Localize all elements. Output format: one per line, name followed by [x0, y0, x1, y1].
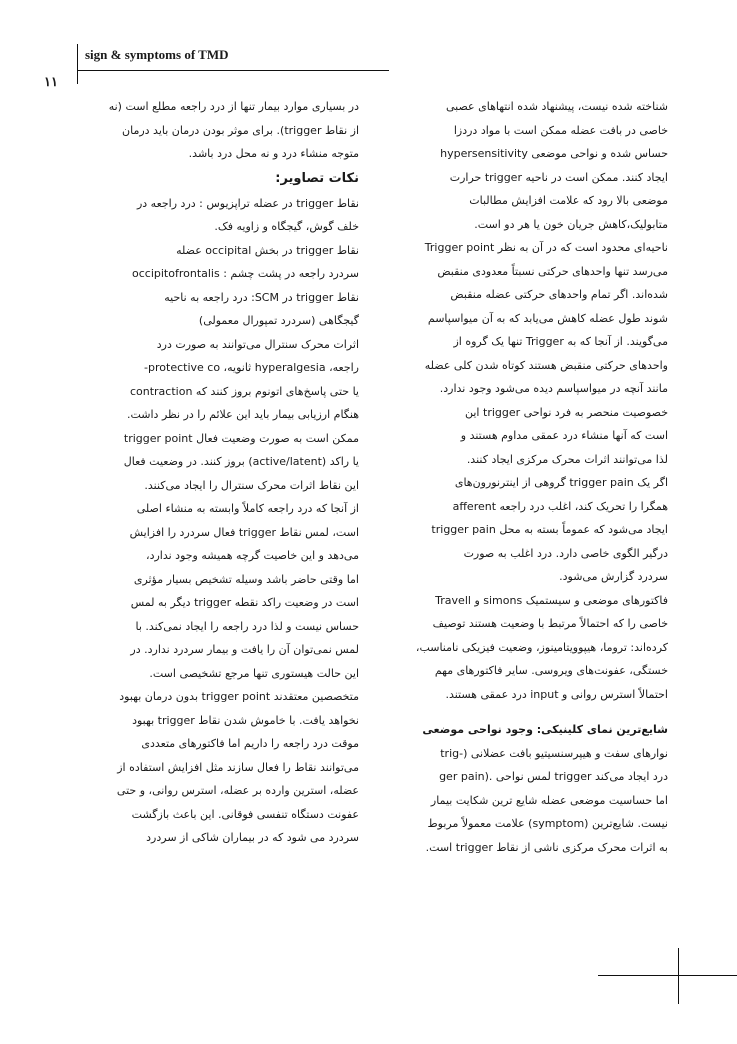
- text-line: درگیر الگوی خاصی دارد. درد اغلب به صورت: [463, 546, 668, 560]
- text-line: سردرد می شود که در بیماران شاکی از سردرد: [146, 831, 359, 844]
- text-line: است در وضعیت راکد نقطه trigger دیگر به لمس: [130, 596, 359, 609]
- paragraph-trigger-point-definition: [383, 236, 668, 401]
- paragraph-central-effects: [79, 333, 359, 850]
- text-line: به اثرات محرک مرکزی ناشی از نقاط trigger است.: [425, 840, 668, 854]
- text-line: گیجگاهی (سردرد تمپورال معمولی): [198, 314, 359, 327]
- text-line: occipitofrontalis : سردرد راجعه در پشت چشم: [132, 267, 359, 280]
- left-column: [79, 95, 359, 850]
- text-line: از نقاط trigger). برای موثر بودن درمان باید درمان: [122, 123, 359, 137]
- text-line: هنگام ارزیابی بیمار باید این علائم را در نظر داشت.: [126, 408, 359, 421]
- text-line: احتمالاً استرس روانی و input درد عمقی هستند.: [445, 687, 668, 701]
- text-line: contraction یا حتی پاسخ‌های اتونوم بروز کنند که: [129, 384, 359, 398]
- text-line: نیست. شایع‌ترین (symptom) علامت معمولاً مربوط: [427, 817, 668, 830]
- text-line: ایجاد می‌شود که عموماً بسته به محل trigger pain: [431, 523, 668, 536]
- text-line: است، لمس نقاط trigger فعال سردرد را افزایش: [129, 525, 359, 539]
- text-line: می‌توانند نقاط را فعال سازند مثل افزایش استفاده از: [117, 760, 359, 774]
- text-line: کرده‌اند: تروما، هیپوویتامینوز، وضعیت فیزیکی نامناسب،: [415, 640, 668, 654]
- paragraph-spacer: [383, 706, 668, 718]
- running-header-title: sign & symptoms of TMD: [85, 47, 229, 62]
- text-line: اما وقتی حاضر باشد وسیله تشخیص بسیار مؤثری: [133, 572, 359, 586]
- text-line: Trigger point ناحیه‌ای محدود است که در آن به نظر: [424, 241, 668, 254]
- text-line: عضله، استرین وارده بر عضله، استرس روانی، و حتی: [116, 784, 359, 797]
- text-line: از آنجا که درد راجعه کاملاً وابسته به منشاء اصلی: [136, 502, 359, 515]
- text-line: trigger point ممکن است به صورت وضعیت فعال: [123, 431, 359, 445]
- text-line: است که آنها منشاء درد عمقی مداوم هستند و: [460, 429, 668, 442]
- text-line: این نقاط اثرات محرک سنترال را ایجاد می‌کنند.: [144, 478, 359, 492]
- text-line: ایجاد کنند. ممکن است در ناحیه trigger حرارت: [449, 170, 668, 184]
- text-line: Travell و simons فاکتورهای موضعی و سیستمیک: [435, 593, 668, 607]
- text-line: موضعی بالا رود که علامت افزایش مطالبات: [469, 194, 668, 207]
- header-vertical-rule: [77, 44, 78, 84]
- text-line: خلف گوش، گیجگاه و زاویه فک.: [214, 220, 359, 233]
- text-line: می‌گویند. از آنجا که به Trigger تنها یک گروه از: [453, 335, 668, 348]
- text-line: afferent همگرا را تحریک کند، اغلب درد راجعه: [452, 499, 668, 513]
- text-line: مانند آنچه در میواسپاسم دیده می‌شود وجود ندارد.: [439, 382, 668, 395]
- paragraph-figure-notes: [79, 192, 359, 333]
- text-line: خصوصیت منحصر به فرد نواحی trigger این: [465, 405, 668, 419]
- text-line: خستگی، عفونت‌های ویروسی. سایر فاکتورهای مهم: [434, 664, 668, 677]
- text-line: اثرات محرک سنترال می‌توانند به صورت درد: [156, 337, 359, 351]
- page-number: ۱۱: [44, 74, 58, 89]
- text-line: شده‌اند. اگر تمام واحدهای حرکتی عضله منقبض: [450, 288, 668, 301]
- text-line: موقت درد راجعه را داریم اما فاکتورهای متعددی: [141, 737, 359, 750]
- text-line: نقاط trigger در عضله تراپزیوس : درد راجعه در: [136, 196, 359, 210]
- text-line: شناخته شده نیست، پیشنهاد شده انتهاهای عصبی: [446, 100, 668, 113]
- text-line: متابولیک،کاهش جریان خون یا هر دو است.: [474, 217, 668, 231]
- text-line: متوجه منشاء درد و نه محل درد باشد.: [188, 147, 359, 160]
- paragraph-clinical-presentation: [383, 718, 668, 859]
- right-column: [383, 95, 668, 859]
- text-line: می‌دهد و این خاصیت گرچه همیشه وجود ندارد،: [146, 549, 359, 562]
- text-line: ger pain). لمس نواحی trigger درد ایجاد می‌کند: [439, 770, 668, 783]
- paragraph-travell-simons: [383, 589, 668, 707]
- paragraph-referred-pain: [79, 95, 359, 166]
- text-line: خاصی در بافت عضله ممکن است با مواد دردزا: [453, 123, 668, 137]
- text-line: نوارهای سفت و هیپرسنسیتیو بافت عضلانی (-trig: [440, 746, 668, 760]
- text-line-with-lead: شایع‌ترین نمای کلینیکی: وجود نواحی موضعی: [422, 723, 668, 736]
- footer-horizontal-rule: [598, 975, 737, 976]
- text-line: نقاط trigger در SCM: درد راجعه به ناحیه: [164, 290, 359, 304]
- text-line: واحدهای حرکتی منقبض هستند کوتاه شدن کلی عضله: [424, 358, 668, 372]
- text-line: لذا می‌توانند اثرات محرک مرکزی ایجاد کنند.: [466, 452, 668, 466]
- text-line: یا راکد (active/latent) بروز کنند. در وضعیت فعال: [123, 455, 359, 468]
- text-line: شوند طول عضله کاهش می‌یابد که به آن میواسپاسم: [427, 311, 668, 325]
- text-line: اگر یک trigger pain گروهی از اینترنورون‌های: [454, 476, 668, 489]
- text-line: عفونت دستگاه تنفسی فوقانی. این باعث بازگشت: [131, 807, 359, 821]
- text-line: این حالت هیستوری تنها مرجع تشخیصی است.: [149, 666, 359, 680]
- footer-vertical-rule: [678, 948, 679, 1004]
- text-line: لمس نمی‌توان آن را یافت و بیمار سردرد ندارد. در: [130, 643, 359, 656]
- text-line: راجعه، hyperalgesia ثانویه، protective co-: [144, 361, 359, 374]
- text-line: می‌رسد تنها واحدهای حرکتی نسبتاً معدودی منقبض: [437, 264, 668, 278]
- text-line: حساس نیست و لذا درد راجعه را ایجاد نمی‌کند. با: [135, 619, 359, 633]
- text-line: در بسیاری موارد بیمار تنها از درد راجعه مطلع است (نه: [108, 100, 359, 113]
- paragraph-unique-property: [383, 401, 668, 589]
- text-line: نقاط trigger در بخش occipital عضله: [176, 243, 359, 257]
- text-line: سردرد گزارش می‌شود.: [559, 570, 668, 583]
- section-heading-figure-notes: نکات تصاویر:: [275, 170, 359, 186]
- text-line: حساس شده و نواحی موضعی hypersensitivity: [440, 147, 668, 160]
- text-line: نخواهد یافت. با خاموش شدن نقاط trigger بهبود: [132, 713, 359, 727]
- text-line: اما حساسیت موضعی عضله شایع ترین شکایت بیمار: [430, 793, 668, 807]
- header-horizontal-rule: [78, 70, 389, 71]
- text-line: متخصصین معتقدند trigger point بدون درمان بهبود: [119, 690, 359, 703]
- text-line: خاصی را که احتمالاً مرتبط با وضعیت هستند توصیف: [432, 617, 668, 630]
- paragraph-muscle-sensitivity: [383, 95, 668, 236]
